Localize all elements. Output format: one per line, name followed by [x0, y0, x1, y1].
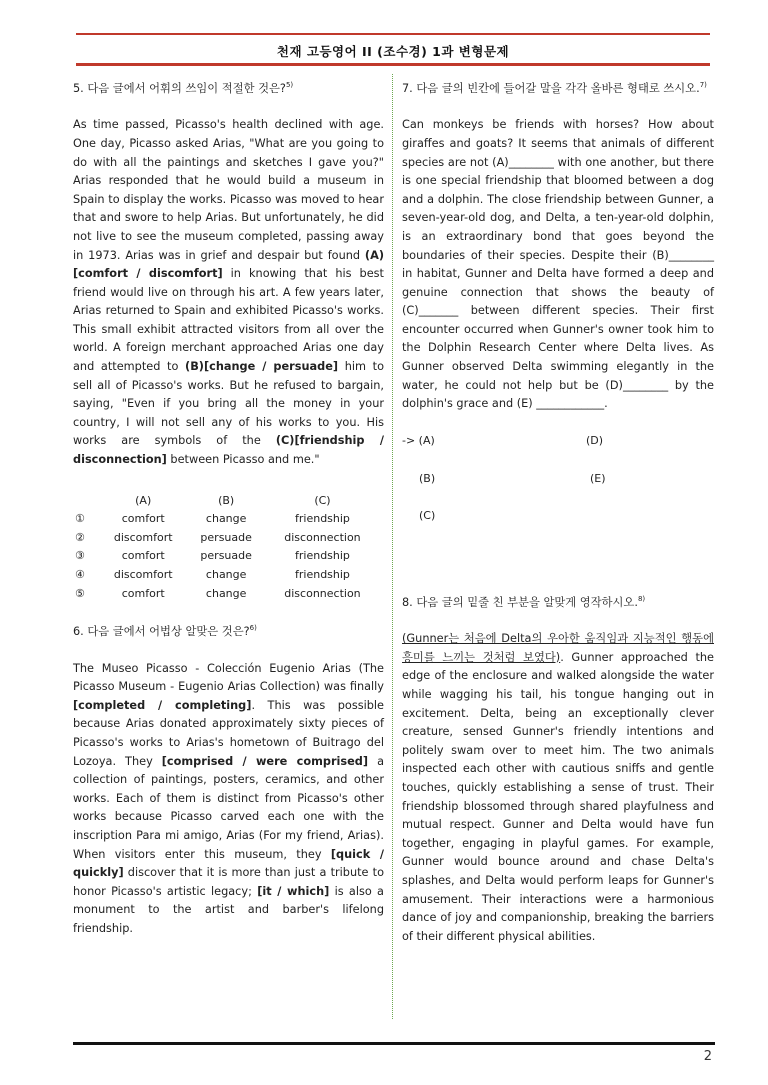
- question-8-passage: (Gunner는 처음에 Delta의 우아한 움직임과 지능적인 행동에 흥미를 느끼는 것처럼 보였다). Gunner approached the edge of the enclosure and walked alongside the water while wagging his tail, his tongue hanging out in excitement. Delta, being an exceptionally clever creature, sensed Gunner's friendly intentions and politely swam over to meet him. The two animals inspected each other with cautious sniffs and gentle touches, quickly establishing a sense of trust. Their friendship blossomed through shared playfulness and mutual respect. Gunner and Delta would have fun together, engaging in playful games. For example, Gunner would bounce around and chase Delta's splashes, and Delta would perform leaps for Gunner's amusement. Their interactions were a harmonious dance of joy and companionship, breaking the barriers of their different physical abilities.: [402, 632, 715, 943]
- question-5-choices-table: [75, 492, 380, 604]
- right-column: [402, 76, 714, 946]
- question-7-answer-area: [402, 432, 714, 542]
- answer-label-a: -> (A): [402, 433, 435, 447]
- question-7-heading: 7. 다음 글의 빈칸에 들어갈 말을 각각 올바른 형태로 쓰시오.$^{7)}$: [402, 81, 707, 95]
- answer-label-c: (C): [419, 508, 436, 522]
- underlined-korean-phrase: (Gunner는 처음에 Delta의 우아한 움직임과 지능적인 행동에 흥미를 느끼는 것처럼 보였다): [402, 632, 714, 664]
- choice-row-2[interactable]: ② discomfort persuade disconnection: [75, 530, 361, 544]
- choice-row-1[interactable]: ① comfort change friendship: [75, 512, 350, 526]
- choices-header-row: (A) (B) (C): [135, 493, 331, 507]
- question-6-passage: The Museo Picasso - Colección Eugenio Arias (The Picasso Museum - Eugenio Arias Collection) was finally [completed / completing]. This was possible because Arias donated approximately sixty pieces of Picasso's works to Arias's hometown of Buitrago del Lozoya. They [comprised / were comprised] a collection of paintings, posters, ceramics, and other works. Each of them is distinct from Picasso's other works because Picasso carved each one with the inscription Para mi amigo, Arias (For my friend, Arias). When visitors enter this museum, they [quick / quickly] discover that it is more than just a tribute to honor Picasso's artistic legacy; [it / which] is also a monument to the artist and barber's lifelong friendship.: [73, 661, 384, 935]
- answer-label-e: (E): [590, 471, 606, 485]
- footnote-mark: 7): [699, 81, 707, 89]
- answer-label-d: (D): [586, 433, 604, 447]
- question-7-passage: Can monkeys be friends with horses? How about giraffes and goats? It seems that animals of different species are not (A)________ with one another, but there is one special friendship that bloomed between a dog and a dolphin. The close friendship between Gunner, a seven-year-old dog, and Delta, a ten-year-old dolphin, is an extraordinary bond that goes beyond the boundaries of their species. Despite their (B)________ in habitat, Gunner and Delta have formed a deep and genuine connection that shows the beauty of (C)_______ between different species. Their first encounter occurred when Gunner's owner took him to the Dolphin Research Center where Delta lives. As Gunner observed Delta swimming elegantly in the water, he could not help but be (D)________ by the dolphin's grace and (E) ____________.: [402, 118, 714, 411]
- question-5-passage: As time passed, Picasso's health declined with age. One day, Picasso asked Arias, "What are you going to do with all the paintings and sketches I gave you?" Arias responded that he would build a museum in Spain to display the works. Picasso was moved to hear that and swore to help Arias. But unfortunately, he did not live to see the museum completed, passing away in 1973. Arias was in grief and despair but found (A)[comfort / discomfort] in knowing that his best friend would live on through his art. A few years later, Arias returned to Spain and exhibited Picasso's works. This small exhibit attracted visitors from all over the world. A foreign merchant approached Arias one day and attempted to (B)[change / persuade] him to sell all of Picasso's works. But he refused to bargain, saying, "Even if you bring all the money in your country, I will not sell any of his works to you. His works are symbols of the (C)[friendship / disconnection] between Picasso and me.": [73, 118, 384, 467]
- choice-row-5[interactable]: ⑤ comfort change disconnection: [75, 586, 361, 600]
- question-8-heading: 8. 다음 글의 밑줄 친 부분을 알맞게 영작하시오.$^{8)}$: [402, 594, 646, 609]
- choice-row-3[interactable]: ③ comfort persuade friendship: [75, 549, 350, 563]
- question-5-heading: 5. 다음 글에서 어휘의 쓰임이 적절한 것은?$^{5)}$: [73, 81, 294, 95]
- column-divider: [392, 74, 393, 1019]
- page-title: 천재 고등영어 II (조수경) 1과 변형문제: [276, 44, 510, 59]
- footer-rule: [73, 1042, 715, 1045]
- footnote-mark: 6): [249, 624, 257, 633]
- left-column: [73, 76, 384, 938]
- choice-row-4[interactable]: ④ discomfort change friendship: [75, 568, 350, 582]
- question-6-heading: 6. 다음 글에서 어법상 알맞은 것은?$^{6)}$: [73, 624, 257, 638]
- header-top-rule: [76, 33, 710, 35]
- header-bottom-rule: [76, 63, 710, 66]
- answer-label-b: (B): [419, 471, 436, 485]
- page-number: 2: [703, 1049, 712, 1064]
- footnote-mark: 8): [637, 594, 646, 603]
- footnote-mark: 5): [285, 81, 294, 89]
